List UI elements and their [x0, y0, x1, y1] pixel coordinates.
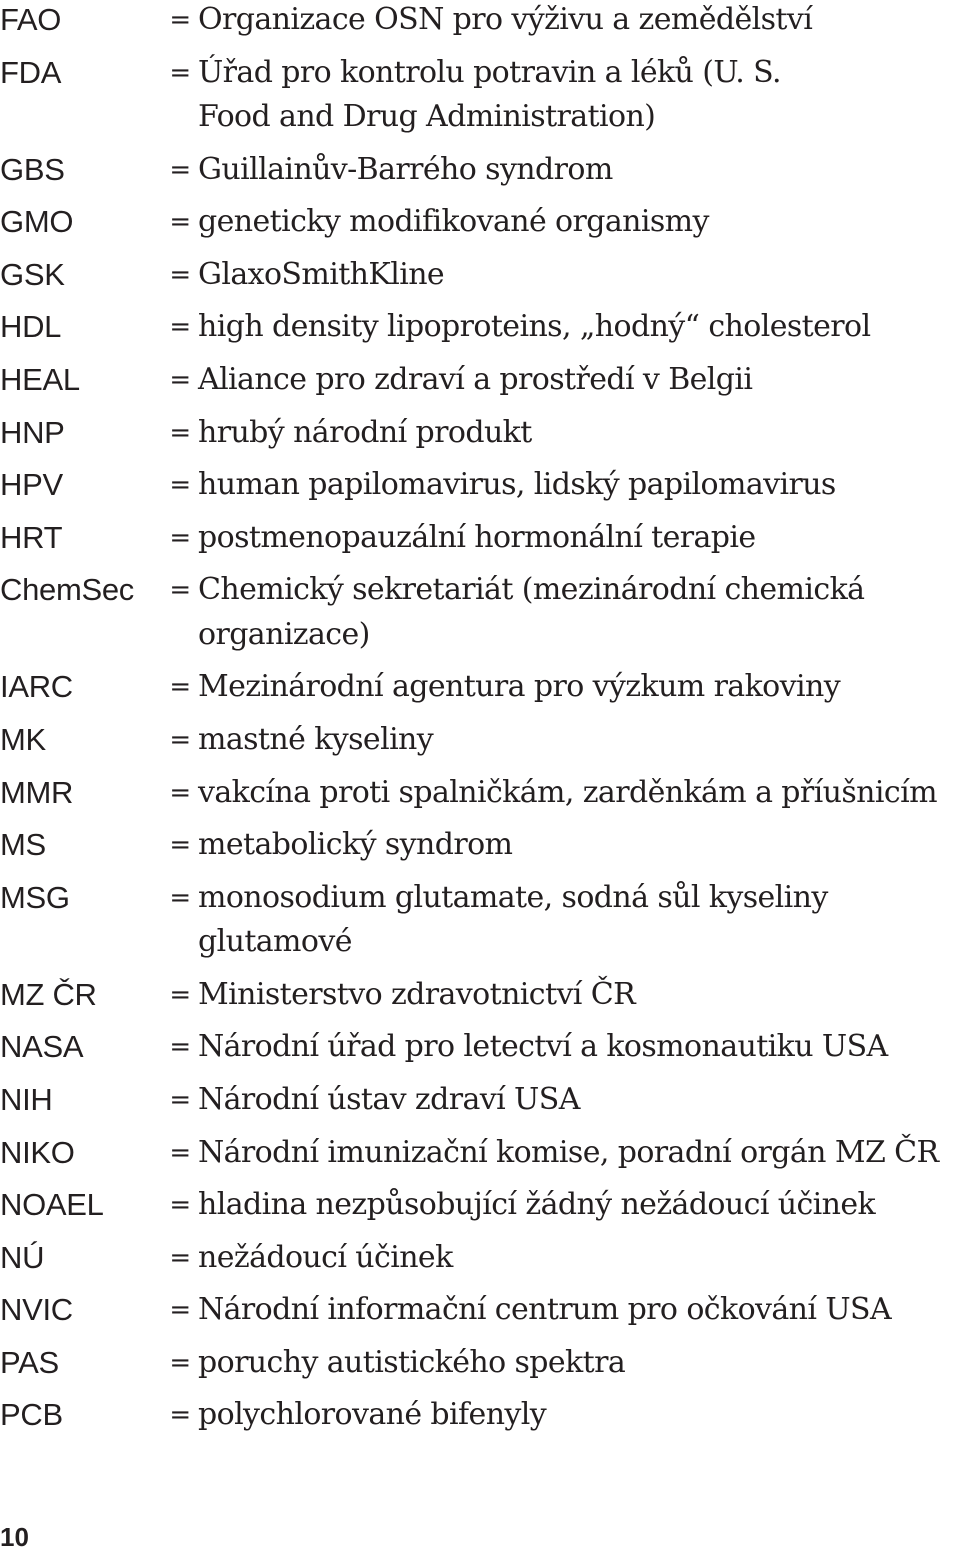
list-item	[0, 1284, 960, 1337]
abbreviation: IARC	[0, 669, 73, 705]
list-item	[0, 459, 960, 512]
equals-sign: =	[169, 522, 191, 553]
equals-sign: =	[169, 1084, 191, 1115]
page-number: 10	[0, 1522, 29, 1552]
definition: monosodium glutamate, sodná sůl kyseliny glutamové	[198, 879, 828, 960]
list-item	[0, 564, 960, 661]
equals-sign: =	[169, 830, 191, 861]
abbreviation: HEAL	[0, 361, 80, 397]
equals-sign: =	[169, 777, 191, 808]
definition: Národní ústav zdraví USA	[198, 1081, 580, 1117]
definition: hladina nezpůsobující žádný nežádoucí účinek	[198, 1187, 876, 1223]
equals-sign: =	[169, 1137, 191, 1168]
list-item	[0, 969, 960, 1022]
list-item	[0, 1127, 960, 1180]
abbreviation: HPV	[0, 467, 63, 503]
abbreviation: MSG	[0, 879, 70, 915]
definition: metabolický syndrom	[198, 827, 513, 863]
list-item	[0, 767, 960, 820]
definition: Organizace OSN pro výživu a zemědělství	[198, 2, 813, 37]
list-item	[0, 872, 960, 969]
equals-sign: =	[169, 259, 191, 290]
definition: Ministerstvo zdravotnictví ČR	[198, 976, 636, 1012]
abbreviation: FDA	[0, 54, 62, 90]
definition: human papilomavirus, lidský papilomavirus	[198, 467, 836, 503]
abbreviation: MZ ČR	[0, 976, 97, 1012]
list-item	[0, 1232, 960, 1285]
list-item	[0, 0, 960, 47]
list-item	[0, 144, 960, 197]
equals-sign: =	[169, 417, 191, 448]
list-item	[0, 512, 960, 565]
equals-sign: =	[169, 207, 191, 238]
list-item	[0, 1074, 960, 1127]
definition: vakcína proti spalničkám, zarděnkám a příušnicím	[198, 774, 937, 810]
equals-sign: =	[169, 1032, 191, 1063]
equals-sign: =	[169, 1347, 191, 1378]
list-item	[0, 714, 960, 767]
definition: Chemický sekretariát (mezinárodní chemická organizace)	[198, 572, 865, 652]
abbreviation: MS	[0, 827, 46, 863]
list-item	[0, 407, 960, 460]
equals-sign: =	[169, 364, 191, 395]
abbreviation: GBS	[0, 151, 65, 187]
abbreviation: HNP	[0, 414, 65, 450]
list-item	[0, 301, 960, 354]
abbreviation: FAO	[0, 2, 62, 37]
definition: nežádoucí účinek	[198, 1239, 453, 1275]
definition: polychlorované bifenyly	[198, 1397, 547, 1433]
definition: Guillainův-Barrého syndrom	[198, 151, 613, 187]
equals-sign: =	[169, 312, 191, 343]
definition: GlaxoSmithKline	[198, 256, 445, 292]
equals-sign: =	[169, 1400, 191, 1431]
definition: Aliance pro zdraví a prostředí v Belgii	[198, 361, 753, 397]
abbreviation: NIH	[0, 1081, 53, 1117]
abbreviation: MK	[0, 721, 46, 757]
abbreviation: GMO	[0, 204, 74, 240]
list-item	[0, 47, 960, 144]
definition: Národní informační centrum pro očkování USA	[198, 1292, 892, 1328]
abbreviation: PCB	[0, 1397, 63, 1433]
abbreviation: GSK	[0, 256, 65, 292]
list-item	[0, 1179, 960, 1232]
abbreviation: PAS	[0, 1344, 59, 1380]
abbreviation: NASA	[0, 1029, 84, 1065]
equals-sign: =	[169, 882, 191, 913]
equals-sign: =	[169, 1242, 191, 1273]
equals-sign: =	[169, 1295, 191, 1326]
definition: Mezinárodní agentura pro výzkum rakoviny	[198, 669, 841, 705]
definition: hrubý národní produkt	[198, 414, 532, 450]
abbreviation: NÚ	[0, 1239, 45, 1275]
equals-sign: =	[169, 57, 191, 88]
list-item	[0, 1021, 960, 1074]
list-item	[0, 661, 960, 714]
abbreviation: NVIC	[0, 1292, 73, 1328]
abbreviation: ChemSec	[0, 572, 135, 608]
abbreviation: NOAEL	[0, 1187, 104, 1223]
abbreviation: HRT	[0, 519, 63, 555]
equals-sign: =	[169, 154, 191, 185]
definition: high density lipoproteins, „hodný“ cholesterol	[198, 309, 871, 345]
equals-sign: =	[169, 672, 191, 703]
list-item	[0, 196, 960, 249]
definition: mastné kyseliny	[198, 721, 434, 757]
abbreviation: HDL	[0, 309, 62, 345]
equals-sign: =	[169, 979, 191, 1010]
abbreviation: MMR	[0, 774, 74, 810]
list-item	[0, 354, 960, 407]
list-item	[0, 1389, 960, 1442]
list-item	[0, 819, 960, 872]
definition: postmenopauzální hormonální terapie	[198, 519, 756, 555]
definition: Národní imunizační komise, poradní orgán MZ ČR	[198, 1134, 939, 1170]
equals-sign: =	[169, 1190, 191, 1221]
definition: Národní úřad pro letectví a kosmonautiku USA	[198, 1029, 888, 1065]
abbreviation: NIKO	[0, 1134, 75, 1170]
equals-sign: =	[169, 470, 191, 501]
list-item	[0, 1337, 960, 1390]
equals-sign: =	[169, 575, 191, 606]
definition: poruchy autistického spektra	[198, 1344, 626, 1380]
definition: geneticky modifikované organismy	[198, 204, 709, 240]
equals-sign: =	[169, 724, 191, 755]
equals-sign: =	[169, 5, 191, 35]
definition: Úřad pro kontrolu potravin a léků (U. S. Food and Drug Administration)	[198, 54, 781, 135]
list-item	[0, 249, 960, 302]
